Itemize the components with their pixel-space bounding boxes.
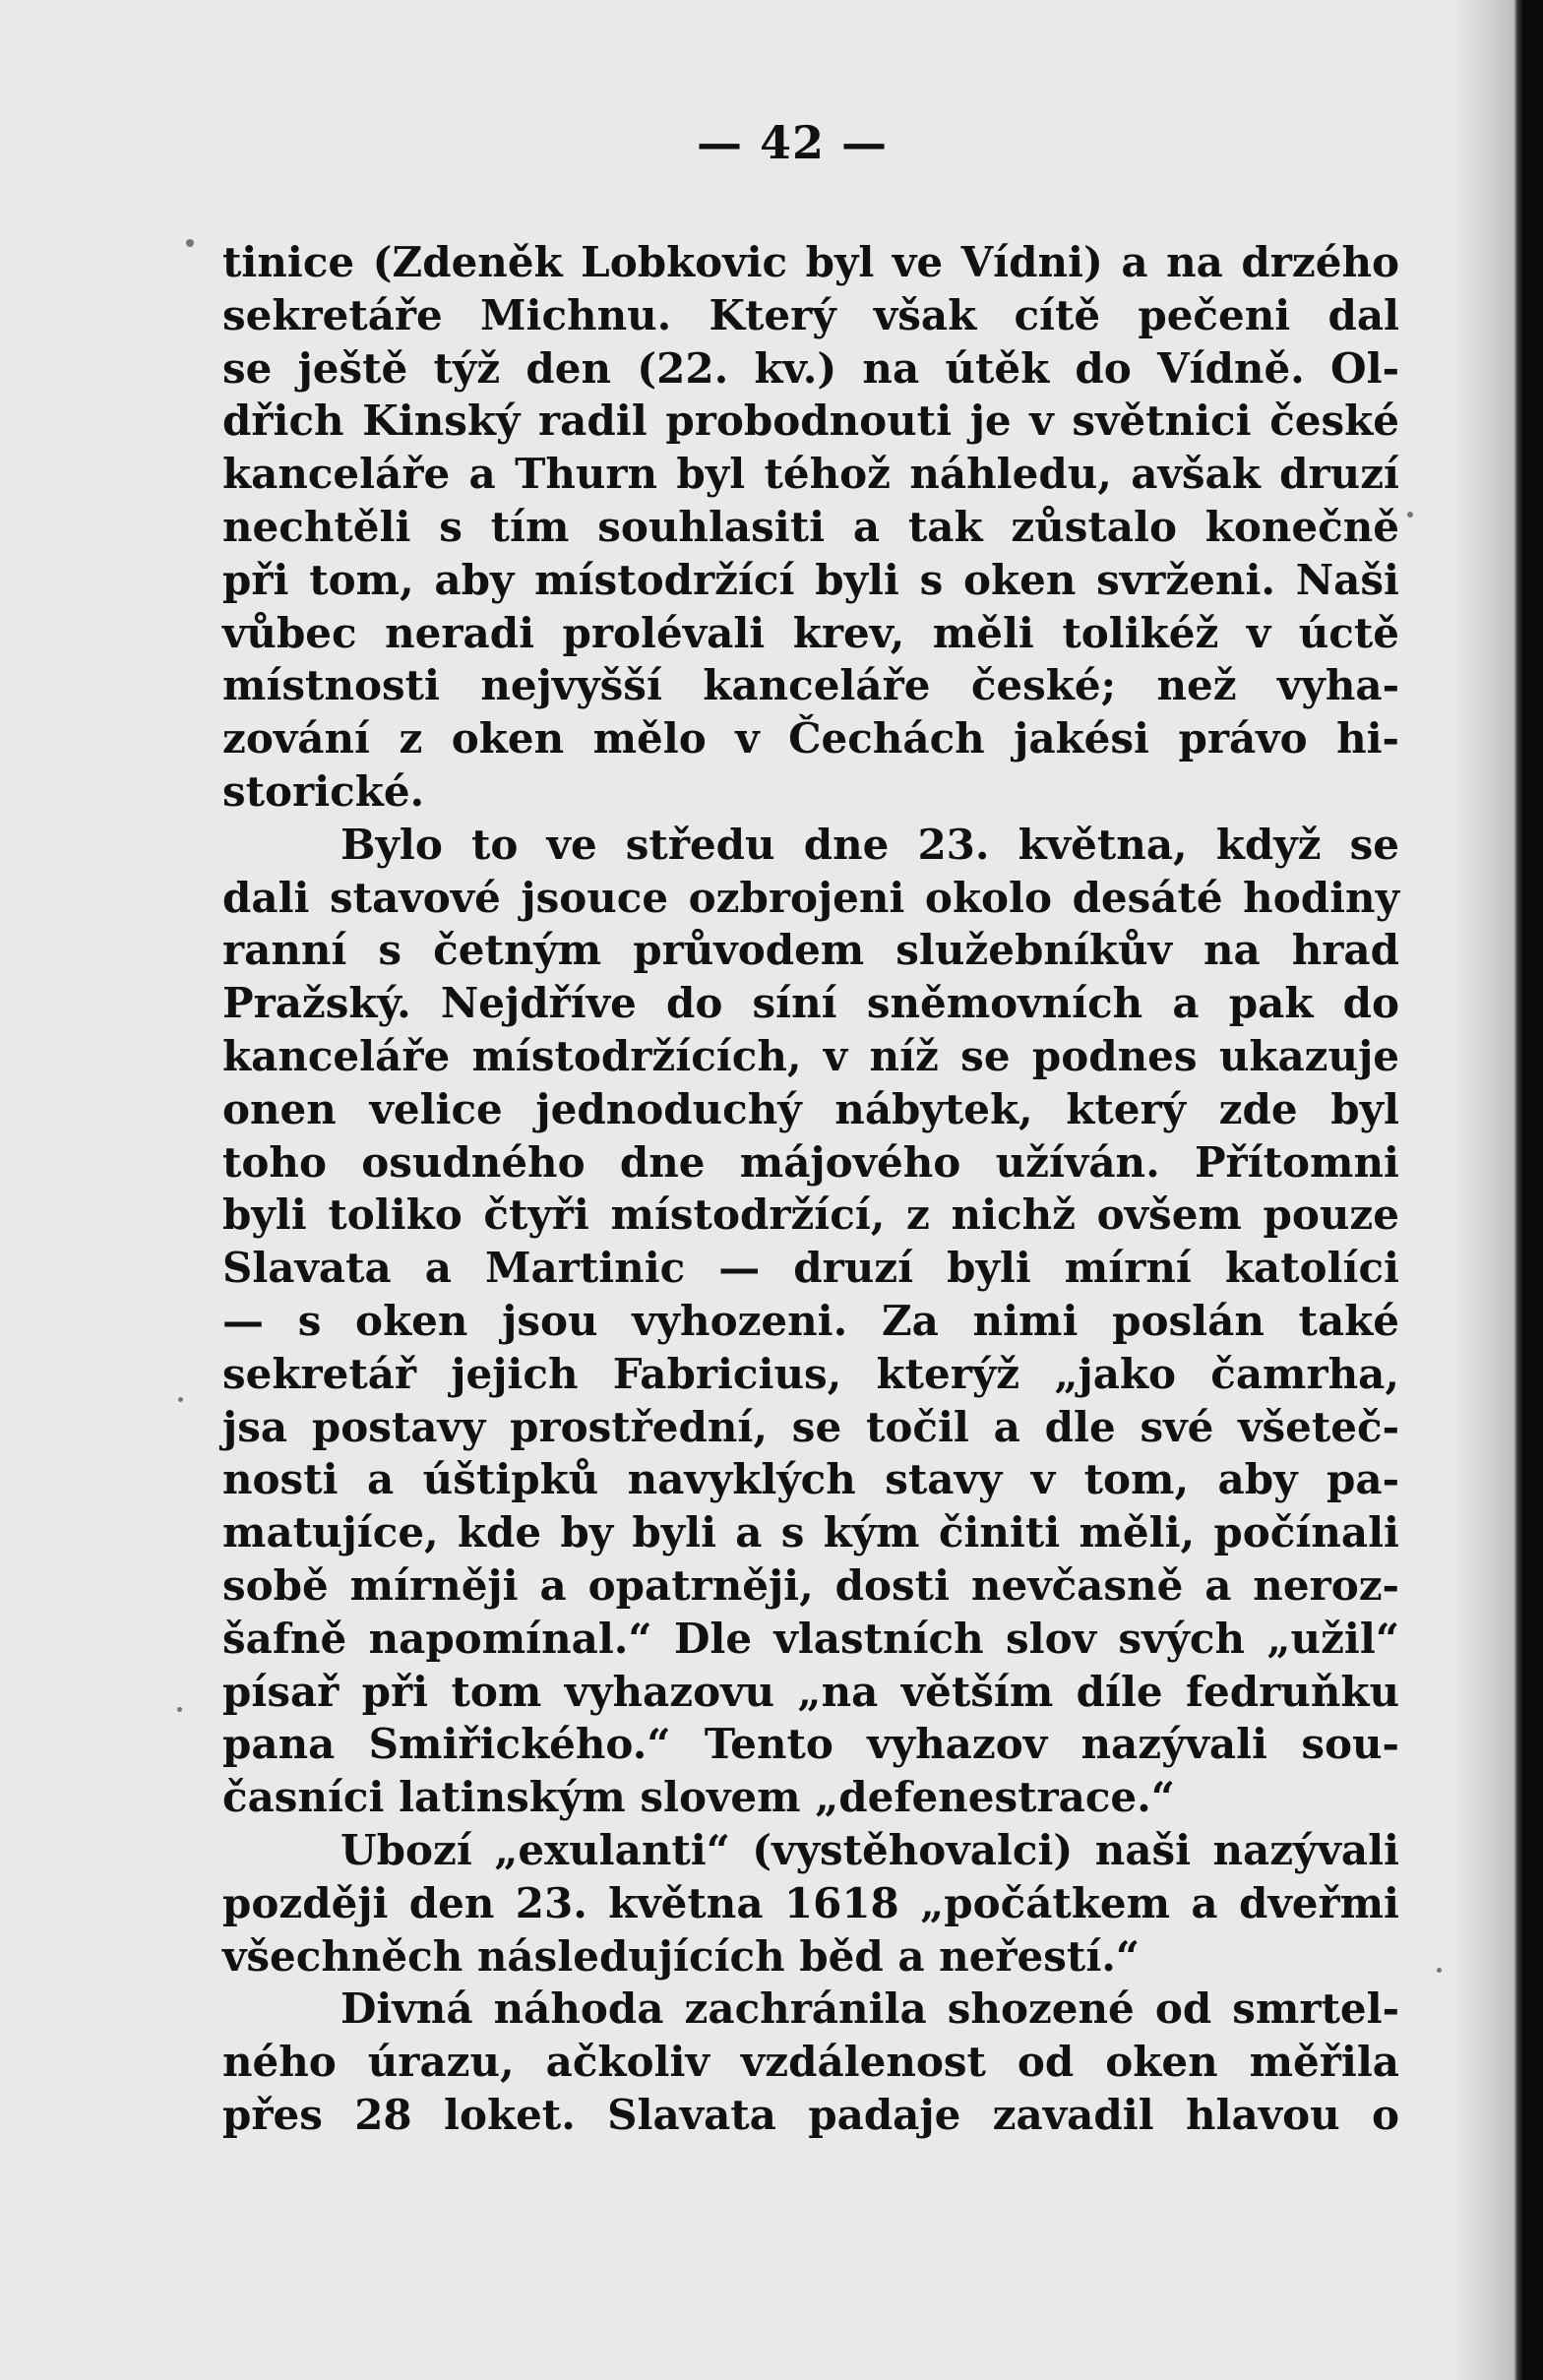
text-line: později den 23. května 1618 „počátkem a dveřmi (222, 1878, 1399, 1927)
text-line: kanceláře místodržících, v níž se podnes ukazuje (222, 1031, 1399, 1080)
text-line: Ubozí „exulanti“ (vystěhovalci) naši nazývali (340, 1825, 1399, 1874)
scan-speck (1437, 1968, 1442, 1973)
text-line: pana Smiřického.“ Tento vyhazov nazývali sou- (222, 1720, 1399, 1769)
text-line: časníci latinským slovem „defenestrace.“ (222, 1773, 1175, 1822)
scan-speck (178, 1397, 183, 1402)
text-line: zování z oken mělo v Čechách jakési právo hi- (222, 714, 1399, 763)
text-line: Bylo to ve středu dne 23. května, když se (340, 820, 1399, 869)
text-line: nosti a úštipků navyklých stavy v tom, aby pa- (222, 1455, 1399, 1504)
text-line: — s oken jsou vyhozeni. Za nimi poslán také (222, 1296, 1399, 1345)
text-line: místnosti nejvyšší kanceláře české; než vyha- (222, 661, 1399, 710)
text-line: dřich Kinský radil probodnouti je v světnici české (222, 397, 1399, 446)
page-number: — 42 — (696, 116, 889, 169)
text-line: jsa postavy prostřední, se točil a dle své všeteč- (222, 1402, 1399, 1451)
text-line: onen velice jednoduchý nábytek, který zde byl (222, 1084, 1399, 1133)
text-line: Divná náhoda zachránila shozené od smrtel- (340, 1984, 1399, 2034)
text-line: byli toliko čtyři místodržící, z nichž ovšem pouze (222, 1190, 1399, 1240)
text-line: nechtěli s tím souhlasiti a tak zůstalo konečně (222, 502, 1399, 551)
text-line: storické. (222, 766, 425, 816)
text-line: matujíce, kde by byli a s kým činiti měli, počínali (222, 1508, 1399, 1557)
text-line: kanceláře a Thurn byl téhož náhledu, avšak druzí (222, 450, 1399, 499)
text-line: písař při tom vyhazovu „na větším díle fedruňku (222, 1667, 1399, 1716)
text-line: při tom, aby místodržící byli s oken svrženi. Naši (222, 555, 1399, 604)
text-line: tinice (Zdeněk Lobkovic byl ve Vídni) a na drzého (222, 238, 1399, 286)
page-binding-edge (1513, 0, 1543, 2380)
text-line: přes 28 loket. Slavata padaje zavadil hlavou o (222, 2090, 1399, 2139)
page-edge-shadow (1454, 0, 1513, 2380)
scan-speck (1407, 512, 1413, 518)
text-line: šafně napomínal.“ Dle vlastních slov svých „užil“ (222, 1614, 1399, 1663)
text-line: sobě mírněji a opatrněji, dosti nevčasně a neroz- (222, 1560, 1399, 1610)
text-line: sekretáře Michnu. Který však cítě pečeni dal (222, 290, 1399, 339)
text-line: ného úrazu, ačkoliv vzdálenost od oken měřila (222, 2038, 1399, 2087)
text-line: sekretář jejich Fabricius, kterýž „jako čamrha, (222, 1349, 1399, 1398)
text-line: všechněch následujících běd a neřestí.“ (222, 1931, 1141, 1981)
text-line: se ještě týž den (22. kv.) na útěk do Vídně. Ol- (222, 343, 1399, 393)
text-line: Slavata a Martinic — druzí byli mírní katolíci (222, 1244, 1399, 1293)
scan-speck (177, 1707, 182, 1712)
text-line: Pražský. Nejdříve do síní sněmovních a pak do (222, 979, 1399, 1028)
text-line: vůbec neradi prolévali krev, měli tolikéž v úctě (222, 608, 1399, 657)
text-line: dali stavové jsouce ozbrojeni okolo desáté hodiny (222, 873, 1399, 922)
scan-speck (186, 239, 194, 247)
body-text (222, 236, 1399, 2142)
text-line: toho osudného dne májového užíván. Přítomni (222, 1137, 1399, 1187)
text-line: ranní s četným průvodem služebníkův na hrad (222, 926, 1399, 975)
